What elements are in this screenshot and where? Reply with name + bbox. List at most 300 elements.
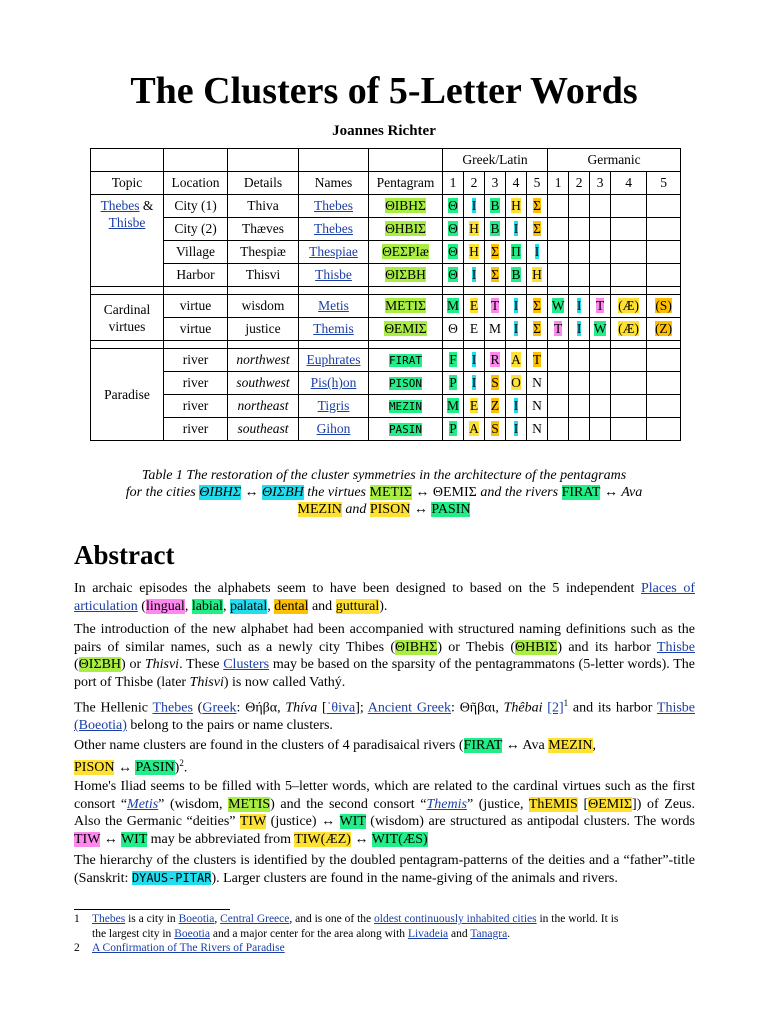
letter: M xyxy=(446,398,459,413)
letter-cell xyxy=(527,418,548,441)
footnote-ref[interactable]: 2 xyxy=(179,757,184,768)
word-highlight: ThEMIS xyxy=(528,796,578,812)
word-highlight: ΘΙΒΗΣ xyxy=(395,639,438,655)
letter: Ε xyxy=(469,321,479,336)
letter: W xyxy=(551,298,565,313)
letter-cell xyxy=(527,372,548,395)
text: : Θήβα, xyxy=(236,700,286,716)
letter: Η xyxy=(469,221,479,236)
thisbe-link[interactable]: Thisbe xyxy=(108,215,146,230)
letter-cell xyxy=(485,241,506,264)
name-link[interactable]: Themis xyxy=(313,321,354,336)
letter: Ι xyxy=(471,198,477,213)
letter-cell xyxy=(485,295,506,318)
paragraph-4 xyxy=(74,737,695,777)
pentagram-cell xyxy=(369,395,443,418)
letter-cell xyxy=(464,264,485,287)
letter: S xyxy=(491,421,499,436)
text: ” (wisdom, xyxy=(158,796,229,812)
caption-word: ΘΕΜΙΣ xyxy=(432,485,477,500)
letter: Τ xyxy=(490,298,500,313)
letter: S xyxy=(491,375,499,390)
text: Thisvi xyxy=(189,674,224,690)
caption-word: ΘΙΒΗΣ xyxy=(199,485,242,500)
letter: Σ xyxy=(491,244,499,259)
caption-word: ΘΙΣΒΗ xyxy=(262,485,304,500)
letter: T xyxy=(532,352,542,367)
thisbe-boeotia-link[interactable]: Thisbe (Boeotia) xyxy=(74,700,696,734)
letter-cell xyxy=(485,349,506,372)
name-link[interactable]: Euphrates xyxy=(306,352,361,367)
dental-label: dental xyxy=(274,598,309,614)
metis-link[interactable]: Metis xyxy=(127,796,159,812)
location-cell: river xyxy=(164,349,228,372)
name-link[interactable]: Thebes xyxy=(314,221,353,236)
text: ). Larger clusters are found in the name-giving of the animals and rivers. xyxy=(211,870,618,886)
letter: I xyxy=(576,321,582,336)
details-cell: northeast xyxy=(228,395,299,418)
paragraph-2 xyxy=(74,621,695,691)
text: The introduction of the new alphabet had been accompanied with structured naming definitions such as the pairs of similar names, such as a newly city Thibes ( xyxy=(74,622,695,655)
places-of-articulation-link[interactable]: Places of articulation xyxy=(74,581,695,614)
text: (justice) ↔ xyxy=(266,814,340,829)
greek-latin-header: Greek/Latin xyxy=(443,149,548,172)
letter-cell xyxy=(506,418,527,441)
thisbe-link[interactable]: Thisbe xyxy=(656,639,695,655)
text: ) and its harbor xyxy=(557,639,657,655)
table-row xyxy=(91,195,681,218)
letter-cell xyxy=(527,395,548,418)
pentagram-cell xyxy=(369,195,443,218)
caption-text: the virtues xyxy=(303,485,370,500)
table-row xyxy=(91,318,681,341)
text: [ xyxy=(577,796,589,812)
letter-cell xyxy=(464,372,485,395)
name-cell xyxy=(299,395,369,418)
caption-line-2 xyxy=(80,484,688,501)
letter-cell xyxy=(464,241,485,264)
col-header: 3 xyxy=(485,172,506,195)
letter-cell xyxy=(443,418,464,441)
col-header: 3 xyxy=(590,172,611,195)
amp: & xyxy=(139,198,154,213)
letter-cell xyxy=(506,218,527,241)
paragraph-5 xyxy=(74,778,695,848)
letter: (S) xyxy=(655,298,672,313)
table-row xyxy=(91,241,681,264)
pentagram-cell xyxy=(369,349,443,372)
footnote-number: 1 xyxy=(74,913,80,925)
pentagram-cell xyxy=(369,418,443,441)
ipa-link[interactable]: ˈθiva xyxy=(326,700,356,716)
letter: (Z) xyxy=(654,321,673,336)
word-highlight: WIT xyxy=(339,814,366,829)
paragraph-6 xyxy=(74,852,695,887)
letter: I xyxy=(471,375,477,390)
col-header: Location xyxy=(164,172,228,195)
labial-label: labial xyxy=(191,598,223,614)
rivers-of-paradise-link[interactable]: A Confirmation of The Rivers of Paradise xyxy=(92,942,285,954)
caption-text: and the rivers xyxy=(476,485,562,500)
letter-cell xyxy=(464,295,485,318)
letter-cell xyxy=(443,195,464,218)
letter: Ι xyxy=(513,298,519,313)
letter-cell xyxy=(443,218,464,241)
table-gap-row xyxy=(91,287,681,295)
text: is a city in xyxy=(125,913,179,925)
thebes-link[interactable]: Thebes xyxy=(152,700,193,716)
germanic-letter-cell xyxy=(590,318,611,341)
text: : Θῆβαι, xyxy=(451,700,504,716)
text: . xyxy=(183,760,188,776)
page-title: The Clusters of 5-Letter Words xyxy=(130,70,638,112)
col-header: 2 xyxy=(464,172,485,195)
letter: (Æ) xyxy=(618,321,640,336)
name-cell xyxy=(299,218,369,241)
boeotia-link[interactable]: Boeotia xyxy=(174,928,210,940)
location-cell: river xyxy=(164,372,228,395)
name-link[interactable]: Thebes xyxy=(314,198,353,213)
text: ) is now called Vathý. xyxy=(223,674,346,690)
letter: T xyxy=(595,298,605,313)
footnote-divider xyxy=(74,909,230,910)
themis-link[interactable]: Themis xyxy=(426,796,467,812)
central-greece-link[interactable]: Central Greece xyxy=(220,913,290,925)
text: ]) of Zeus. Also the Germanic “deities” xyxy=(74,796,695,829)
col-header: 5 xyxy=(527,172,548,195)
letter-cell xyxy=(506,318,527,341)
letter: Σ xyxy=(533,198,541,213)
letter-cell xyxy=(443,372,464,395)
germanic-letter-cell xyxy=(647,318,681,341)
text: [ xyxy=(317,700,327,716)
letter: Π xyxy=(511,244,521,259)
name-link[interactable]: Thisbe xyxy=(315,267,352,282)
name-cell xyxy=(299,241,369,264)
location-cell: Village xyxy=(164,241,228,264)
caption-arrow: ↔ xyxy=(600,485,622,500)
footnote-ref[interactable]: 1 xyxy=(563,698,569,708)
letter: Z xyxy=(490,398,500,413)
letter: Η xyxy=(532,267,542,282)
germanic-letter-cell xyxy=(548,318,569,341)
pentagram: ΘΗΒΙΣ xyxy=(385,221,426,236)
caption-word: MEZIN xyxy=(297,502,342,517)
letter: Η xyxy=(469,244,479,259)
letter: Η xyxy=(511,198,521,213)
details-cell: Thæves xyxy=(228,218,299,241)
letter-cell xyxy=(527,295,548,318)
text: ( xyxy=(74,657,79,672)
table-row xyxy=(91,264,681,287)
letter: I xyxy=(576,298,582,313)
livadeia-link[interactable]: Livadeia xyxy=(407,928,449,940)
name-cell xyxy=(299,195,369,218)
location-cell: virtue xyxy=(164,295,228,318)
paragraph-3 xyxy=(74,695,695,735)
letter-cell xyxy=(506,264,527,287)
letter-cell xyxy=(485,195,506,218)
table-row xyxy=(91,395,681,418)
caption-word: ΜΕΤΙΣ xyxy=(369,485,412,500)
germanic-letter-cell xyxy=(611,318,647,341)
text: and a major center for the area along with xyxy=(209,928,408,940)
table-row xyxy=(91,418,681,441)
letter: Θ xyxy=(448,244,458,259)
letter-cell xyxy=(464,349,485,372)
letter-cell xyxy=(506,395,527,418)
text: Other name clusters are found in the clusters of 4 paradisaical rivers ( xyxy=(74,738,464,753)
details-cell: Thiva xyxy=(228,195,299,218)
thebes-link[interactable]: Thebes xyxy=(100,198,140,213)
letter: Β xyxy=(511,267,521,282)
letter-cell xyxy=(443,241,464,264)
text: , and is one of the xyxy=(289,913,375,925)
letter: P xyxy=(449,421,457,436)
author: Joannes Richter xyxy=(332,123,436,139)
letter-cell xyxy=(506,241,527,264)
germanic-letter-cell xyxy=(590,295,611,318)
table-column-header-row xyxy=(91,172,681,195)
name-link[interactable]: Pis(h)on xyxy=(310,375,357,390)
details-cell: northwest xyxy=(228,349,299,372)
letter: T xyxy=(553,321,563,336)
text: , xyxy=(592,738,597,753)
text: ) xyxy=(174,760,180,776)
name-link[interactable]: Tigris xyxy=(317,398,350,413)
word-highlight: ΘΕΜΙΣ xyxy=(588,796,633,812)
word-highlight: ΘΙΣΒΗ xyxy=(78,657,122,672)
text: Thêbai xyxy=(503,700,543,716)
topic-thebes-thisbe xyxy=(91,195,164,287)
letter: Μ xyxy=(446,298,459,313)
letter: Β xyxy=(490,221,500,236)
word-highlight: ΘΗΒΙΣ xyxy=(515,639,558,655)
letter-cell xyxy=(527,264,548,287)
letter: A xyxy=(511,352,521,367)
caption-word: FIRAT xyxy=(561,485,601,500)
letter: Θ xyxy=(448,198,458,213)
letter: Μ xyxy=(488,321,501,336)
table-gap-row xyxy=(91,341,681,349)
palatal-label: palatal xyxy=(229,598,268,614)
text: ) and the second consort “ xyxy=(270,796,427,812)
letter-cell xyxy=(443,264,464,287)
location-cell: river xyxy=(164,395,228,418)
paragraph-1: In archaic episodes the alphabets seem to have been designed to based on the 5 independent Places of articulation (lingual, labial, palatal, dental and guttural). xyxy=(74,581,695,614)
letter: Ι xyxy=(513,221,519,236)
col-header: Topic xyxy=(91,172,164,195)
letter: O xyxy=(511,375,521,390)
col-header: 4 xyxy=(506,172,527,195)
caption-arrow: ↔ xyxy=(411,485,433,500)
name-link[interactable]: Gihon xyxy=(316,421,351,436)
thebes-link[interactable]: Thebes xyxy=(92,913,126,925)
text: ↔ xyxy=(114,760,136,776)
text: , xyxy=(214,913,221,925)
letter-cell xyxy=(527,218,548,241)
word-highlight: PASIN xyxy=(135,760,175,776)
clusters-table xyxy=(90,148,681,441)
text: Thisvi xyxy=(144,657,180,672)
letter: Ε xyxy=(469,298,479,313)
col-header: 2 xyxy=(569,172,590,195)
letter: F xyxy=(449,352,457,367)
text: ]; xyxy=(355,700,368,716)
word-highlight: TIW xyxy=(74,831,101,847)
caption-arrow: ↔ xyxy=(241,485,263,500)
germanic-header: Germanic xyxy=(548,149,681,172)
details-cell: Thisvi xyxy=(228,264,299,287)
letter-cell xyxy=(485,264,506,287)
location-cell: City (1) xyxy=(164,195,228,218)
caption-text: for the cities xyxy=(125,485,200,500)
greek-link[interactable]: Greek xyxy=(202,700,237,716)
topic-cardinal-virtues: Cardinal virtues xyxy=(91,295,164,341)
abstract-heading: Abstract xyxy=(74,540,175,570)
letter-cell xyxy=(464,195,485,218)
letter-cell xyxy=(443,395,464,418)
pentagram: PISON xyxy=(388,376,423,390)
letter-cell xyxy=(464,395,485,418)
letter: N xyxy=(532,398,542,413)
letter: R xyxy=(490,352,500,367)
letter: Θ xyxy=(448,321,458,336)
letter-cell xyxy=(527,318,548,341)
text: may be abbreviated from xyxy=(147,831,295,847)
table-row xyxy=(91,349,681,372)
caption-line-1: Table 1 The restoration of the cluster symmetries in the architecture of the pentagrams xyxy=(141,468,627,483)
letter: Σ xyxy=(533,298,541,313)
boeotia-link[interactable]: Boeotia xyxy=(178,913,215,925)
letter-cell xyxy=(506,349,527,372)
text: belong to the pairs or name clusters. xyxy=(126,718,333,734)
caption-line-3 xyxy=(80,501,688,518)
germanic-letter-cell xyxy=(611,295,647,318)
location-cell: virtue xyxy=(164,318,228,341)
letter: Β xyxy=(490,198,500,213)
text: Home's Iliad seems to be filled with 5–letter words, which are related to the cardinal virtues such as the first consort “ xyxy=(74,779,695,812)
word-highlight: METIS xyxy=(228,796,271,812)
text: and xyxy=(308,598,336,614)
pentagram: ΘΙΣΒΗ xyxy=(385,267,426,282)
name-cell xyxy=(299,372,369,395)
pentagram-cell xyxy=(369,241,443,264)
letter-cell xyxy=(443,318,464,341)
letter: I xyxy=(513,398,519,413)
col-header: 1 xyxy=(443,172,464,195)
text: . These xyxy=(179,657,224,672)
letter-cell xyxy=(485,318,506,341)
letter-cell xyxy=(527,241,548,264)
germanic-letter-cell xyxy=(647,295,681,318)
letter: W xyxy=(593,321,607,336)
text: ” (justice, xyxy=(466,796,529,812)
caption-text: Ava xyxy=(621,485,643,500)
col-header: Pentagram xyxy=(369,172,443,195)
letter: Σ xyxy=(491,267,499,282)
name-cell xyxy=(299,349,369,372)
pentagram: MEZIN xyxy=(388,399,423,413)
text: The Hellenic xyxy=(74,700,153,716)
letter: Σ xyxy=(533,321,541,336)
lingual-label: lingual xyxy=(145,598,185,614)
letter-cell xyxy=(506,295,527,318)
text: and xyxy=(448,928,471,940)
location-cell: City (2) xyxy=(164,218,228,241)
text: (wisdom) are structured as antipodal clusters. The words xyxy=(365,814,695,829)
pentagram: PASIN xyxy=(388,422,423,436)
text: The hierarchy of the clusters is identified by the doubled pentagram-patterns of the deities and a “father”-title (Sanskrit: xyxy=(74,853,695,886)
letter: N xyxy=(532,421,542,436)
letter-cell xyxy=(485,372,506,395)
letter-cell xyxy=(506,195,527,218)
letter-cell xyxy=(506,372,527,395)
word-highlight: FIRAT xyxy=(463,738,503,753)
germanic-letter-cell xyxy=(548,295,569,318)
word-highlight: WIT(ÆS) xyxy=(371,831,428,847)
clusters-link[interactable]: Clusters xyxy=(223,657,270,672)
caption-arrow: ↔ xyxy=(410,502,432,517)
letter: E xyxy=(469,398,479,413)
letter: N xyxy=(532,375,542,390)
letter-cell xyxy=(527,349,548,372)
pentagram: ΜΕΤΙΣ xyxy=(385,298,426,313)
col-header: 5 xyxy=(647,172,681,195)
topic-paradise: Paradise xyxy=(91,349,164,441)
text: ( xyxy=(137,598,146,614)
word-highlight: DYAUS-PITAR xyxy=(131,870,212,885)
germanic-letter-cell xyxy=(569,295,590,318)
name-cell xyxy=(299,318,369,341)
text: Thíva xyxy=(285,700,318,716)
details-cell: southwest xyxy=(228,372,299,395)
ancient-greek-link[interactable]: Ancient Greek xyxy=(367,700,452,716)
col-header: Details xyxy=(228,172,299,195)
letter-cell xyxy=(485,418,506,441)
guttural-label: guttural xyxy=(335,598,380,614)
name-link[interactable]: Thespiae xyxy=(309,244,358,259)
footnote-number: 2 xyxy=(74,942,80,954)
footnote-1-continuation xyxy=(74,927,695,942)
pentagram-cell xyxy=(369,295,443,318)
reference-link[interactable]: [2] xyxy=(547,700,564,716)
letter: P xyxy=(449,375,457,390)
germanic-letter-cell xyxy=(569,318,590,341)
pentagram: ΘΕΜΙΣ xyxy=(384,321,427,336)
letter-cell xyxy=(464,418,485,441)
tanagra-link[interactable]: Tanagra xyxy=(470,928,508,940)
text: ↔ xyxy=(100,831,121,847)
table-row xyxy=(91,372,681,395)
caption-word: PASIN xyxy=(431,502,471,517)
table-caption xyxy=(80,467,688,518)
letter: Σ xyxy=(533,221,541,236)
letter-cell xyxy=(485,218,506,241)
pentagram: ΘΕΣΡΙæ xyxy=(382,244,429,259)
details-cell: wisdom xyxy=(228,295,299,318)
col-header: 4 xyxy=(611,172,647,195)
text: ) or Thebis ( xyxy=(437,639,516,655)
word-highlight: TIW(ÆZ) xyxy=(294,831,351,847)
table-row xyxy=(91,218,681,241)
word-highlight: TIW xyxy=(239,814,267,829)
oldest-cities-link[interactable]: oldest continuously inhabited cities xyxy=(374,913,537,925)
name-link[interactable]: Metis xyxy=(318,298,349,313)
caption-text: and xyxy=(341,502,370,517)
pentagram-cell xyxy=(369,264,443,287)
text: ↔ xyxy=(350,831,372,847)
